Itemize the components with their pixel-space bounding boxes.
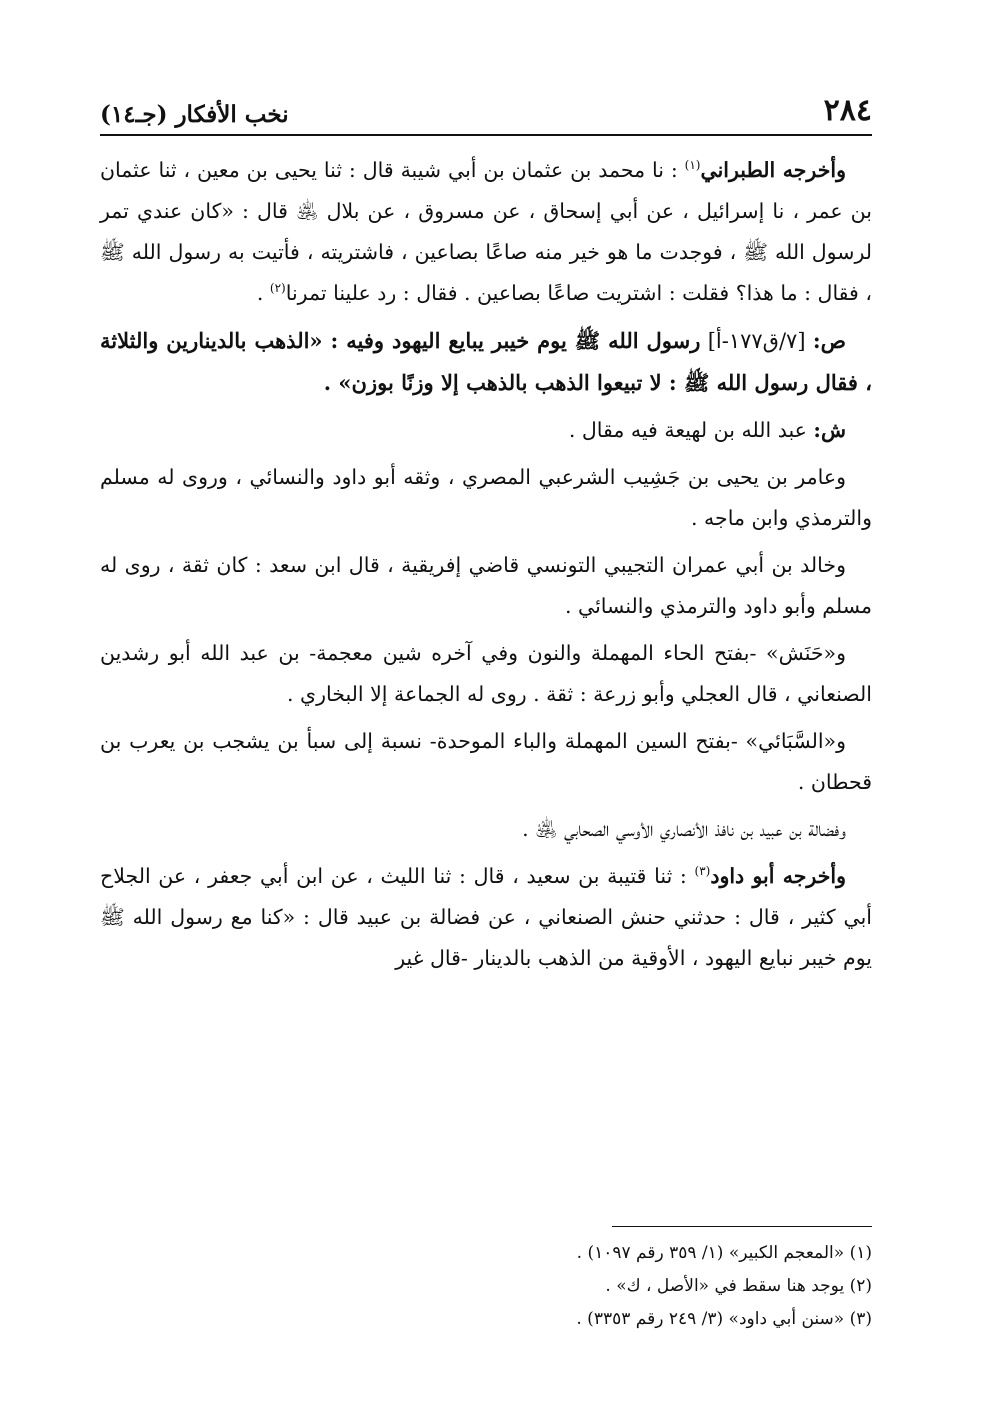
paragraph-hanash [100,633,872,715]
footnote-marker[interactable]: (٢) [269,281,286,296]
main-text [100,136,872,979]
paragraph-text: وعامر بن يحيى بن جَشِيب الشرعبي المصري ، وثقه أبو داود والنسائي ، وروى له مسلم والترمذي وابن ماجه . [100,465,872,530]
page-header [100,88,872,136]
footnotes [100,1226,872,1336]
page-number: ٢٨٤ [823,93,872,128]
footnote-marker[interactable]: (٣) [694,864,711,879]
footnote-marker[interactable]: (١) [684,158,701,173]
paragraph-text: عبد الله بن لهيعة فيه مقال . [568,418,814,442]
paragraph-text: وفضالة بن عبيد بن نافذ الأنصاري الأوسي الصحابي ﵁ . [522,817,846,841]
manuscript-ref: [٧/ق١٧٧-أ] [700,329,813,353]
paragraph-text: و«حَنَش» -بفتح الحاء المهملة والنون وفي آخره شين معجمة- بن عبد الله أبو رشدين الصنعاني ، قال العجلي وأبو زرعة : ثقة . روى له الجماعة إلا البخاري . [100,641,872,706]
paragraph-sharh [100,410,872,451]
footnote-divider [612,1226,872,1227]
footnote: (٢) يوجد هنا سقط في «الأصل ، ك» . [605,1276,872,1296]
running-title: نخب الأفكار (جـ١٤) [100,101,289,128]
paragraph-sabai [100,721,872,803]
paragraph-text: رسول الله ﷺ يوم خيبر يبايع اليهود وفيه : «الذهب بالدينارين والثلاثة ، فقال رسول الله ﷺ : لا تبيعوا الذهب بالذهب إلا وزنًا بوزن» . [100,328,872,395]
paragraph-tail: . [256,281,270,305]
paragraph-text: : ثنا قتيبة بن سعيد ، قال : ثنا الليث ، عن ابن أبي جعفر ، عن الجلاح أبي كثير ، قال : حدثني حنش الصنعاني ، عن فضالة بن عبيد قال : «كنا مع رسول الله ﷺ يوم خيبر نبايع اليهود ، الأوقية من الذهب بالدينار -قال غير [100,864,872,970]
footnote: (١) «المعجم الكبير» (١/ ٣٥٩ رقم ١٠٩٧) . [576,1243,872,1263]
paragraph-matn [100,320,872,404]
paragraph-abu-dawud [100,856,872,979]
paragraph-text: و«السَّبَائي» -بفتح السين المهملة والباء الموحدة- نسبة إلى سبأ بن يشجب بن يعرب بن قحطان . [100,729,872,794]
paragraph-khalid [100,545,872,627]
paragraph-text: وخالد بن أبي عمران التجيبي التونسي قاضي إفريقية ، قال ابن سعد : كان ثقة ، روى له مسلم وأبو داود والترمذي والنسائي . [100,553,872,618]
footnote: (٣) «سنن أبي داود» (٣/ ٢٤٩ رقم ٣٣٥٣) . [576,1309,872,1329]
paragraph-text: : نا محمد بن عثمان بن أبي شيبة قال : ثنا يحيى بن معين ، ثنا عثمان بن عمر ، نا إسرائيل ، عن أبي إسحاق ، عن مسروق ، عن بلال ﵁ قال : «كان عندي تمر لرسول الله ﷺ ، فوجدت ما هو خير منه صاعًا بصاعين ، فاشتريته ، فأتيت به رسول الله ﷺ ، فقال : ما هذا؟ فقلت : اشتريت صاعًا بصاعين . فقال : رد علينا تمرنا [100,158,872,305]
paragraph-lead: وأخرجه الطبراني [700,158,846,182]
paragraph-tabarani [100,150,872,314]
paragraph-amir [100,457,872,539]
book-page [100,88,872,1378]
paragraph-lead: ش: [813,418,846,442]
paragraph-fudala [100,809,872,850]
paragraph-lead: ص: [812,328,846,353]
paragraph-lead: وأخرجه أبو داود [710,864,846,888]
